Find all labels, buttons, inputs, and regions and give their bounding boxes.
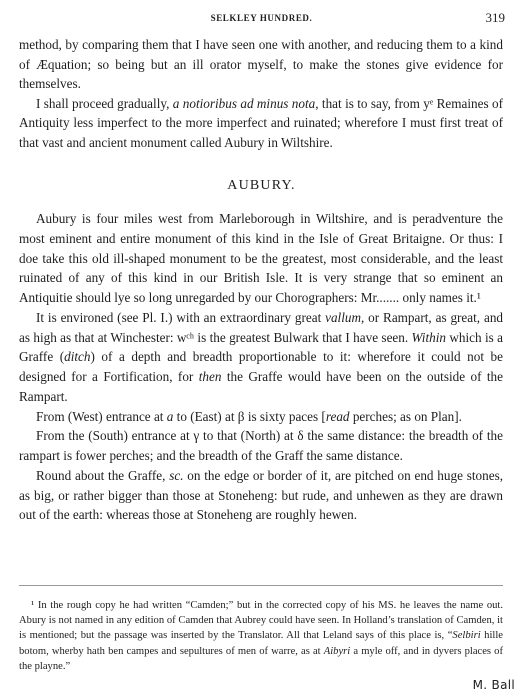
p2-text: the Graffe would have been on the outside of the Rampart. bbox=[19, 369, 503, 404]
p5-text: on the edge or border of it, are pitched on end huge stones, as big, or rather bigger than those at Stoneheng: but rude, and unhewen as they are drawn out of the earth: whereas those at Stoneheng are roughly hewen. bbox=[19, 467, 503, 523]
footnote-paragraph bbox=[19, 598, 503, 674]
scanner-signature: M. Ball bbox=[472, 678, 515, 692]
footnote-text: hille botom, wherby hath ben campes and sepultures of men of warre, as at bbox=[19, 630, 504, 657]
p2-italic: then bbox=[198, 369, 222, 384]
running-title: SELKLEY HUNDRED. bbox=[210, 13, 313, 23]
p2-text: It is environed (see Pl. I.) with an extraordinary great bbox=[36, 309, 326, 325]
section-paragraph-3 bbox=[19, 407, 503, 427]
p2-italic: Within bbox=[411, 329, 446, 345]
page-number: 319 bbox=[485, 10, 505, 25]
section-paragraph-2 bbox=[19, 308, 503, 407]
footnote-text: a myle off, and in dyvers places of the playne.” bbox=[19, 645, 503, 672]
footnote-rule bbox=[19, 585, 503, 586]
intro-paragraph-1: method, by comparing them that I have seen one with another, and reducing them to a kind of Æquation; so being but an ill orator myself, to make the stones give evidence for themselves. bbox=[19, 37, 503, 92]
p2-text: , or Rampart, as great, and as high as that at Winchester: wᶜʰ is the greatest Bulwark that I have seen. bbox=[19, 309, 504, 345]
p2-text: which is a Graffe ( bbox=[19, 329, 503, 365]
p3-text: to (East) at β is sixty paces [ bbox=[173, 408, 326, 424]
p5-text: Round about the Graffe, bbox=[36, 467, 170, 483]
footnote-italic: Selbiri bbox=[452, 630, 481, 642]
intro-p2-text: , that is to say, from yᵉ Remaines of Antiquity less imperfect to the more imperfect and ruinated; wherefore I must first treat of that vast and ancient monument called Aubury in Wiltshire. bbox=[19, 95, 503, 150]
p3-italic: a bbox=[166, 408, 174, 424]
section-paragraph-5 bbox=[19, 466, 503, 525]
running-header bbox=[0, 10, 523, 26]
p2-italic: vallum bbox=[325, 309, 362, 325]
p3-text: perches; as on Plan]. bbox=[349, 408, 462, 424]
intro-paragraph-2 bbox=[19, 94, 503, 153]
p3-text: From (West) entrance at bbox=[36, 408, 167, 424]
footnote-italic: Aibyri bbox=[323, 645, 351, 657]
p3-italic: read bbox=[325, 408, 350, 424]
intro-text bbox=[19, 35, 503, 152]
p2-text: ) of a depth and breadth proportionable to it: wherefore it could not be designed for a Fortification, for bbox=[19, 349, 503, 384]
footnote bbox=[19, 598, 503, 674]
section-paragraph-4: From the (South) entrance at γ to that (North) at δ the same distance: the breadth of the rampart is fower perches; and the breadth of the Graff the same distance. bbox=[19, 428, 503, 463]
footnote-text: ¹ In the rough copy he had written “Camden;” but in the corrected copy of his MS. he leaves the name out. Abury is not named in any edition of Camden that Aubrey could have seen. In Holland’s translation of Camden, it is mentioned; but the passage was inserted by the Translator. All that Leland says of this place is, “ bbox=[19, 600, 503, 642]
p5-italic: sc. bbox=[169, 467, 184, 483]
section-heading: AUBURY. bbox=[227, 178, 296, 193]
p2-italic: ditch bbox=[64, 349, 91, 365]
section-text bbox=[19, 209, 503, 525]
intro-p2-text: I shall proceed gradually, bbox=[36, 95, 173, 111]
section-paragraph-1: Aubury is four miles west from Marleborough in Wiltshire, and is peradventure the most eminent and entire monument of this kind in the Isle of Great Britaigne. Or thus: I doe take this old ill-shaped monument to be the greatest, most considerable, and the least ruinated of any of this kind in our British Isle. It is very strange that so eminent an Antiquitie should lye so long unregarded by our Chorographers: Mr....... only names it.¹ bbox=[19, 211, 503, 305]
intro-p2-latin: a notioribus ad minus nota bbox=[172, 95, 316, 111]
